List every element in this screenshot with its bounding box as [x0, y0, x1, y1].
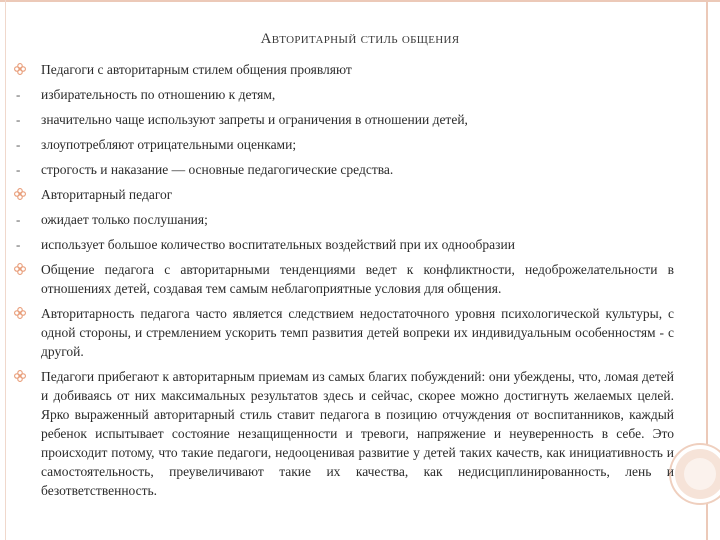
dash-marker: - — [16, 137, 21, 152]
frame-top-line — [0, 0, 720, 2]
dash-marker: - — [16, 162, 21, 177]
slide-content — [14, 60, 674, 506]
bullet-item — [14, 60, 674, 79]
item-text: Авторитарность педагога часто является следствием недостаточного уровня психологической культуры, с одной стороны, и стремлением ускорить темп развития детей вопреки их индивидуальным особенностям - с другой. — [41, 306, 674, 359]
bullet-item — [14, 304, 674, 361]
dash-item — [14, 135, 674, 154]
flower-bullet-icon — [14, 367, 28, 386]
flower-bullet-icon — [14, 304, 28, 323]
dash-marker: - — [16, 87, 21, 102]
dash-item — [14, 235, 674, 254]
item-text: Общение педагога с авторитарными тенденциями ведет к конфликтности, недоброжелательности в отношениях детей, создавая тем самым неблагоприятные условия для общения. — [41, 262, 674, 296]
item-text: Авторитарный педагог — [41, 187, 173, 202]
bullet-item — [14, 260, 674, 298]
flower-bullet-icon — [14, 185, 28, 204]
dash-item — [14, 210, 674, 229]
dash-marker: - — [16, 112, 21, 127]
slide-title: Авторитарный стиль общения — [260, 31, 460, 47]
frame-left-line — [5, 0, 6, 540]
flower-bullet-icon — [14, 60, 28, 79]
dash-marker: - — [16, 212, 21, 227]
dash-item — [14, 85, 674, 104]
item-text: избирательность по отношению к детям, — [41, 87, 276, 102]
item-text: строгость и наказание — основные педагогические средства. — [41, 162, 394, 177]
item-text: злоупотребляют отрицательными оценками; — [41, 137, 297, 152]
bullet-item — [14, 185, 674, 204]
flower-bullet-icon — [14, 260, 28, 279]
bullet-item — [14, 367, 674, 500]
decorative-circle — [671, 445, 720, 503]
item-text: использует большое количество воспитательных воздействий при их однообразии — [41, 237, 515, 252]
item-text: значительно чаще используют запреты и ограничения в отношении детей, — [41, 112, 468, 127]
item-text: ожидает только послушания; — [41, 212, 208, 227]
dash-item — [14, 110, 674, 129]
item-text: Педагоги прибегают к авторитарным приемам из самых благих побуждений: они убеждены, что, ломая детей и добиваясь от них максимальных результатов здесь и сейчас, скорее можно достигнуть желаемых целей. Ярко выраженный авторитарный стиль ставит педагога в позицию отчуждения от воспитанников, каждый ребенок испытывает состояние незащищенности и тревоги, напряжение и неуверенность в себе. Это происходит потому, что такие педагоги, недооценивая развитие у детей таких качеств, как инициативность и самостоятельность, преувеличивают такие их качества, как недисциплинированность, лень и безответственность. — [41, 369, 674, 498]
item-text: Педагоги с авторитарным стилем общения проявляют — [41, 62, 352, 77]
dash-marker: - — [16, 237, 21, 252]
dash-item — [14, 160, 674, 179]
